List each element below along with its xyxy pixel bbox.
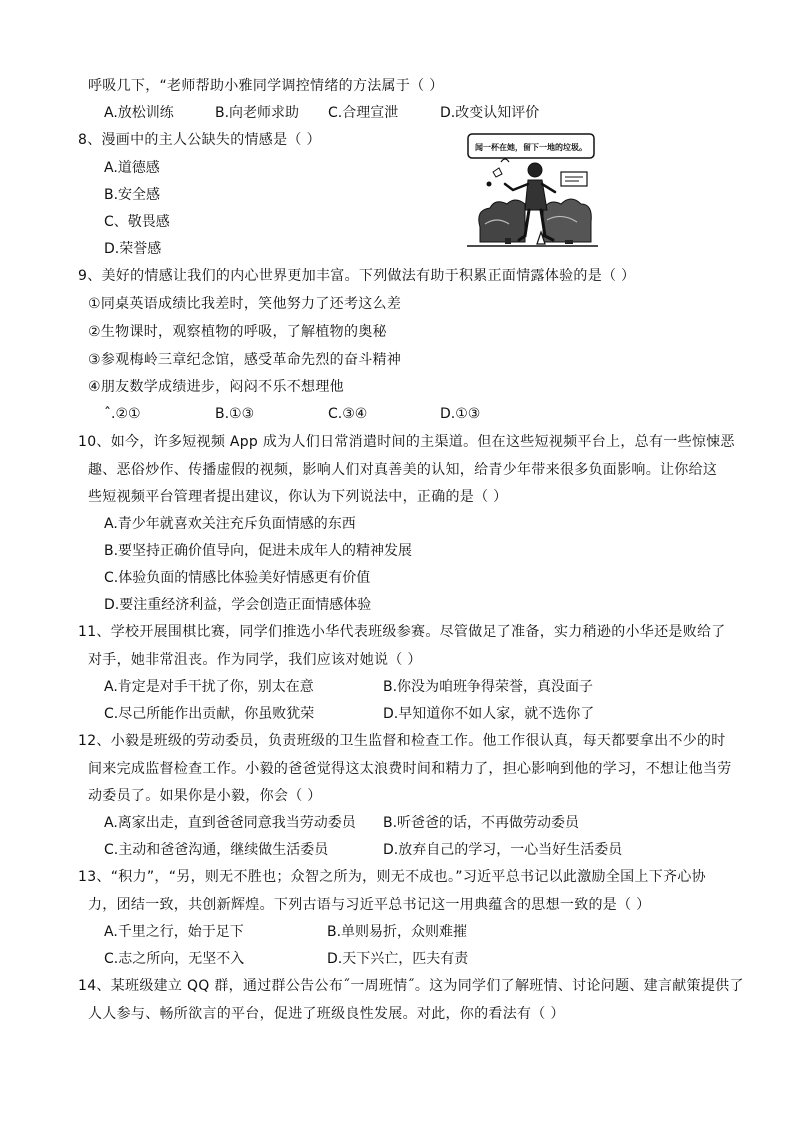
q12-stem-line-1: 12、小毅是班级的劳动委员，负责班级的卫生监督和检查工作。他工作很认真，每天都要拿出不少的时 bbox=[78, 733, 726, 749]
q11-option-b: B.你没为咱班争得荣誉，真没面子 bbox=[383, 679, 594, 695]
q9-option-c: C.③④ bbox=[328, 406, 368, 422]
q11-stem-line-1: 11、学校开展围棋比赛，同学们推选小华代表班级参赛。尽管做足了准备，实力稍逊的小华还是败给了 bbox=[78, 624, 726, 640]
q10-stem-line-3: 些短视频平台管理者提出建议，你认为下列说法中，正确的是（ ） bbox=[88, 489, 508, 505]
q7-option-a: A.放松训练 bbox=[104, 105, 174, 121]
q9-option-a: ˆ.②① bbox=[104, 406, 141, 422]
q10-option-d: D.要注重经济利益，学会创造正面情感体验 bbox=[104, 597, 372, 613]
q13-stem-line-2: 力，团结一致，共创新辉煌。下列古语与习近平总书记这一用典蕴含的思想一致的是（ ） bbox=[88, 897, 651, 913]
q13-stem-line-1: 13、“积力”，“另，则无不胜也；众智之所为，则无不成也。”习近平总书记以此激励全国上下齐心协 bbox=[78, 869, 706, 885]
q11-option-c: C.尽己所能作出贡献，你虽败犹荣 bbox=[104, 706, 315, 722]
q14-stem-line-2: 人人参与、畅所欲言的平台，促进了班级良性发展。对此，你的看法有（ ） bbox=[88, 1006, 565, 1022]
q8-cartoon-image bbox=[465, 132, 600, 260]
q8-stem: 8、漫画中的主人公缺失的情感是（ ） bbox=[78, 132, 321, 148]
q10-stem-line-1: 10、如今，许多短视频 App 成为人们日常消遣时间的主渠道。但在这些短视频平台上，总有一些惊悚恶 bbox=[78, 434, 735, 450]
q9-item-2: ②生物课时，观察植物的呼吸，了解植物的奥秘 bbox=[88, 324, 387, 340]
q9-option-b: B.①③ bbox=[215, 406, 255, 422]
q9-item-3: ③参观梅岭三章纪念馆，感受革命先烈的奋斗精神 bbox=[88, 352, 402, 368]
q13-option-b: B.单则易折，众则难摧 bbox=[327, 924, 468, 940]
q13-option-c: C.志之所向，无坚不入 bbox=[104, 951, 245, 967]
q8-option-d: D.荣誉感 bbox=[104, 241, 162, 257]
q10-option-c: C.体验负面的情感比体验美好情感更有价值 bbox=[104, 570, 371, 586]
q9-stem: 9、美好的情感让我们的内心世界更加丰富。下列做法有助于积累正面情露体验的是（ ） bbox=[78, 268, 636, 284]
q12-option-d: D.放弃自己的学习，一心当好生活委员 bbox=[383, 842, 623, 858]
cartoon-illustration bbox=[465, 132, 600, 260]
q10-option-b: B.要坚持正确价值导向，促进未成年人的精神发展 bbox=[104, 543, 413, 559]
q11-option-d: D.早知道你不如人家，就不选你了 bbox=[383, 706, 595, 722]
q12-option-b: B.听爸爸的话，不再做劳动委员 bbox=[383, 815, 580, 831]
q9-item-1: ①同桌英语成绩比我差时，笑他努力了还考这么差 bbox=[88, 296, 402, 312]
q9-item-4: ④朋友数学成绩进步，闷闷不乐不想理他 bbox=[88, 379, 344, 395]
q7-stem-tail: 呼吸几下，“老师帮助小雅同学调控情绪的方法属于（ ） bbox=[88, 78, 444, 94]
q13-option-d: D.天下兴亡，匹夫有责 bbox=[327, 951, 469, 967]
q8-option-c: C、敬畏感 bbox=[104, 214, 170, 230]
q11-option-a: A.肯定是对手干扰了你，别太在意 bbox=[104, 679, 314, 695]
q7-option-d: D.改变认知评价 bbox=[440, 105, 540, 121]
cartoon-caption: 闻一杯在她，留下一地的垃圾。 bbox=[475, 143, 587, 152]
q13-option-a: A.千里之行，始于足下 bbox=[104, 924, 244, 940]
q12-stem-line-2: 间来完成监督检查工作。小毅的爸爸觉得这太浪费时间和精力了，担心影响到他的学习，不想让他当劳 bbox=[88, 761, 732, 777]
q8-option-b: B.安全感 bbox=[104, 187, 161, 203]
q8-option-a: A.道德感 bbox=[104, 160, 160, 176]
q14-stem-line-1: 14、某班级建立 QQ 群，通过群公告公布˝一周班情˝。这为同学们了解班情、讨论问题、建言献策提供了 bbox=[78, 978, 744, 994]
q7-option-c: C.合理宣泄 bbox=[328, 105, 399, 121]
q9-option-d: D.①③ bbox=[440, 406, 481, 422]
q7-option-b: B.向老师求助 bbox=[215, 105, 300, 121]
q12-option-a: A.离家出走，直到爸爸同意我当劳动委员 bbox=[104, 815, 356, 831]
q10-stem-line-2: 趣、恶俗炒作、传播虚假的视频，影响人们对真善美的认知，给青少年带来很多负面影响。让你给这 bbox=[88, 462, 718, 478]
q12-stem-line-3: 动委员了。如果你是小毅，你会（ ） bbox=[88, 788, 322, 804]
q10-option-a: A.青少年就喜欢关注充斥负面情感的东西 bbox=[104, 516, 356, 532]
q12-option-c: C.主动和爸爸沟通，继续做生活委员 bbox=[104, 842, 329, 858]
q11-stem-line-2: 对手，她非常沮丧。作为同学，我们应该对她说（ ） bbox=[88, 652, 422, 668]
